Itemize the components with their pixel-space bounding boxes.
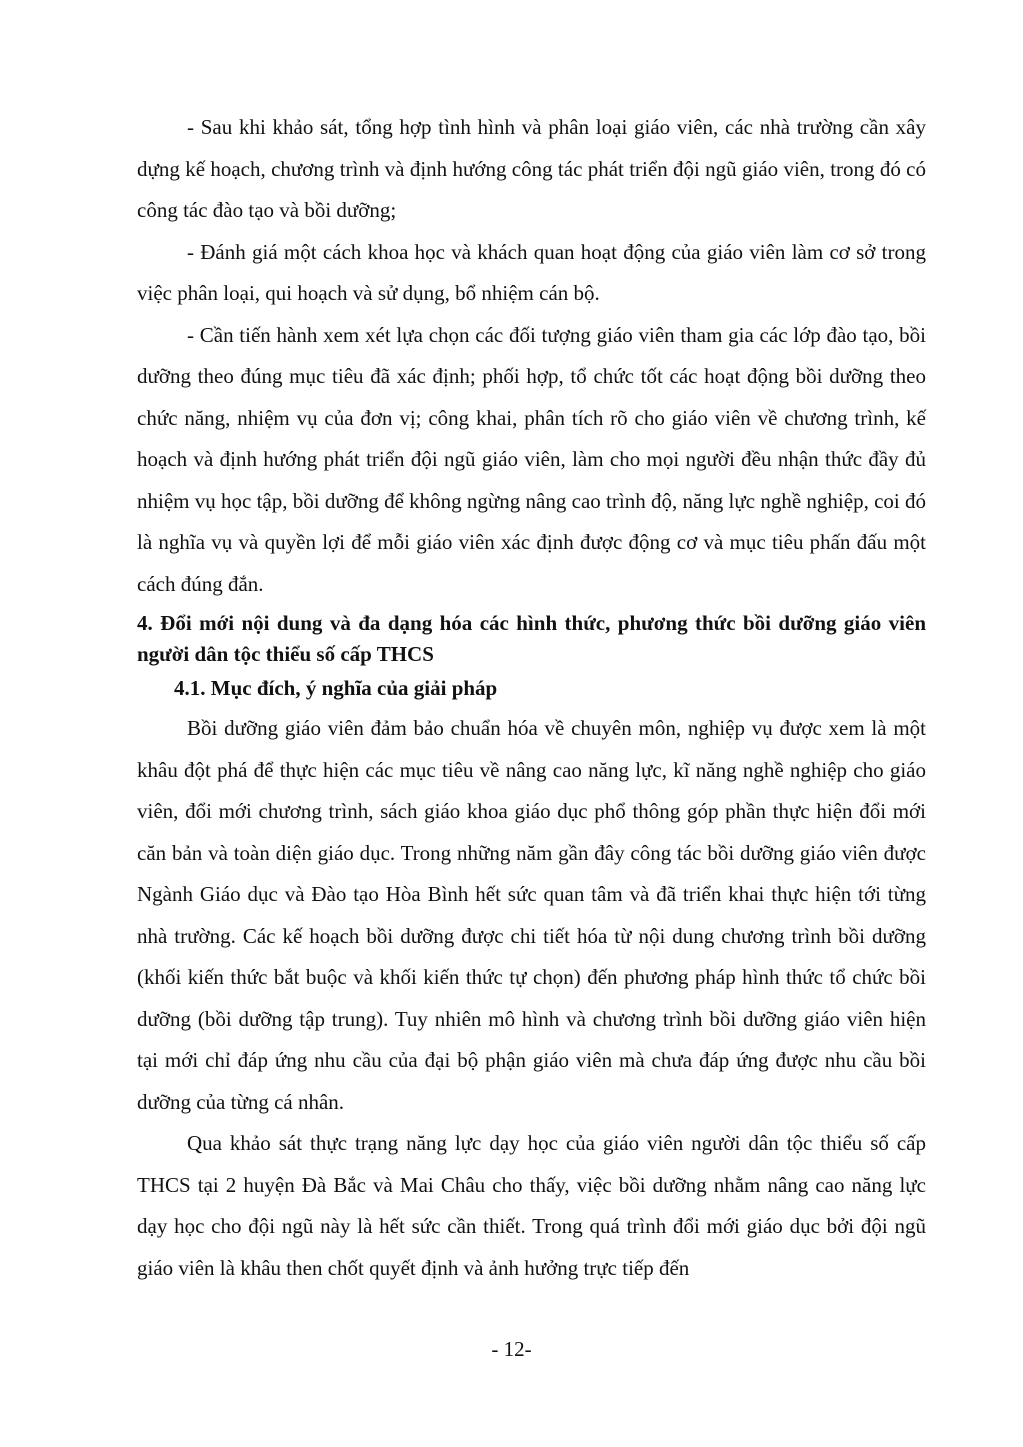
paragraph-survey-results: Qua khảo sát thực trạng năng lực dạy học của giáo viên người dân tộc thiểu số cấp THCS tại 2 huyện Đà Bắc và Mai Châu cho thấy, việc bồi dưỡng nhằm nâng cao năng lực dạy học cho đội ngũ này là hết sức cần thiết. Trong quá trình đổi mới giáo dục bởi đội ngũ giáo viên là khâu then chốt quyết định và ảnh hưởng trực tiếp đến bbox=[137, 1131, 926, 1280]
paragraph-plan-development: - Sau khi khảo sát, tổng hợp tình hình và phân loại giáo viên, các nhà trường cần xây dựng kế hoạch, chương trình và định hướng công tác phát triển đội ngũ giáo viên, trong đó có công tác đào tạo và bồi dưỡng; bbox=[137, 115, 926, 222]
paragraph-evaluation: - Đánh giá một cách khoa học và khách quan hoạt động của giáo viên làm cơ sở trong việc phân loại, qui hoạch và sử dụng, bổ nhiệm cán bộ. bbox=[137, 239, 926, 305]
paragraph-selection: - Cần tiến hành xem xét lựa chọn các đối tượng giáo viên tham gia các lớp đào tạo, bồi dưỡng theo đúng mục tiêu đã xác định; phối hợp, tổ chức tốt các hoạt động bồi dưỡng theo chức năng, nhiệm vụ của đơn vị; công khai, phân tích rõ cho giáo viên về chương trình, kế hoạch và định hướng phát triển đội ngũ giáo viên, làm cho mọi người đều nhận thức đầy đủ nhiệm vụ học tập, bồi dưỡng để không ngừng nâng cao trình độ, năng lực nghề nghiệp, coi đó là nghĩa vụ và quyền lợi để mỗi giáo viên xác định được động cơ và mục tiêu phấn đấu một cách đúng đắn. bbox=[137, 322, 926, 596]
section-heading: 4. Đổi mới nội dung và đa dạng hóa các hình thức, phương thức bồi dưỡng giáo viên người dân tộc thiểu số cấp THCS bbox=[137, 611, 926, 666]
paragraph-training-purpose: Bồi dưỡng giáo viên đảm bảo chuẩn hóa về chuyên môn, nghiệp vụ được xem là một khâu đột phá để thực hiện các mục tiêu về nâng cao năng lực, kĩ năng nghề nghiệp cho giáo viên, đổi mới chương trình, sách giáo khoa giáo dục phổ thông góp phần thực hiện đổi mới căn bản và toàn diện giáo dục. Trong những năm gần đây công tác bồi dưỡng giáo viên được Ngành Giáo dục và Đào tạo Hòa Bình hết sức quan tâm và đã triển khai thực hiện tới từng nhà trường. Các kế hoạch bồi dưỡng được chi tiết hóa từ nội dung chương trình bồi dưỡng (khối kiến thức bắt buộc và khối kiến thức tự chọn) đến phương pháp hình thức tổ chức bồi dưỡng (bồi dưỡng tập trung). Tuy nhiên mô hình và chương trình bồi dưỡng giáo viên hiện tại mới chỉ đáp ứng nhu cầu của đại bộ phận giáo viên mà chưa đáp ứng được nhu cầu bồi dưỡng của từng cá nhân. bbox=[137, 716, 926, 1114]
document-page bbox=[137, 107, 926, 1289]
subsection-heading: 4.1. Mục đích, ý nghĩa của giải pháp bbox=[174, 676, 498, 700]
page-number: - 12- bbox=[491, 1337, 532, 1361]
